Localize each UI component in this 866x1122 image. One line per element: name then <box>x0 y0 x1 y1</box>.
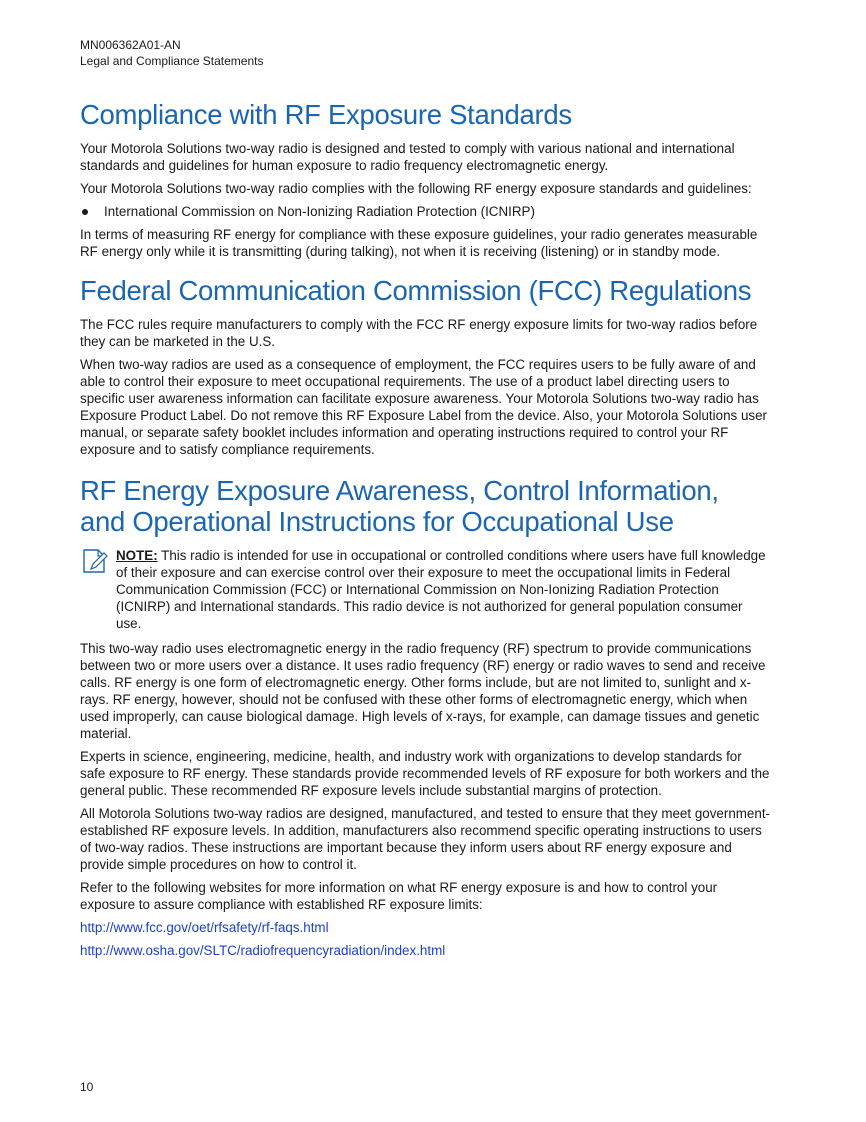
paragraph: Your Motorola Solutions two-way radio complies with the following RF energy exposure standards and guidelines: <box>80 181 752 196</box>
running-header <box>80 37 263 69</box>
document-section: Legal and Compliance Statements <box>80 54 264 68</box>
paragraph: The FCC rules require manufacturers to comply with the FCC RF energy exposure limits for two-way radios before they can be marketed in the U.S. <box>80 317 758 349</box>
paragraph: Refer to the following websites for more information on what RF energy exposure is and how to control your exposure to assure compliance with established RF exposure limits: <box>80 880 718 912</box>
note-body: This radio is intended for use in occupational or controlled conditions where users have full knowledge of their exposure and can exercise control over their exposure to meet the occupational limits in Federal Communication Commission (FCC) or International Commission on Non-Ionizing Radiation Protection (ICNIRP) and International standards. This radio device is not authorized for general population consumer use. <box>116 548 766 631</box>
reference-links <box>80 919 770 959</box>
page-content <box>80 99 770 959</box>
section-title-rf-compliance: Compliance with RF Exposure Standards <box>80 99 572 130</box>
paragraph: In terms of measuring RF energy for compliance with these exposure guidelines, your radio generates measurable RF energy only while it is transmitting (during talking), not when it is receiving (listening) or in standby mode. <box>80 227 758 259</box>
link-osha-radiofrequency[interactable]: http://www.osha.gov/SLTC/radiofrequencyradiation/index.html <box>80 943 446 958</box>
list-item-text: International Commission on Non-Ionizing Radiation Protection (ICNIRP) <box>104 204 535 219</box>
section-title-fcc: Federal Communication Commission (FCC) Regulations <box>80 275 752 306</box>
list-item <box>80 203 770 220</box>
bullet-list <box>80 203 770 220</box>
page-number: 10 <box>80 1080 94 1094</box>
note-callout <box>80 547 770 632</box>
link-fcc-rfsafety[interactable]: http://www.fcc.gov/oet/rfsafety/rf-faqs.html <box>80 920 329 935</box>
paragraph: Experts in science, engineering, medicine, health, and industry work with organizations to develop standards for safe exposure to RF energy. These standards provide recommended levels of RF exposure for both workers and the general public. These recommended RF exposure levels include substantial margins of protection. <box>80 749 770 798</box>
paragraph: All Motorola Solutions two-way radios are designed, manufactured, and tested to ensure that they meet government-established RF exposure levels. In addition, manufacturers also recommend specific operating instructions to users of two-way radios. These instructions are important because they inform users about RF energy exposure and provide simple procedures on how to control it. <box>80 806 770 872</box>
note-pencil-icon <box>82 547 108 575</box>
note-label: NOTE: <box>116 548 158 563</box>
paragraph: This two-way radio uses electromagnetic energy in the radio frequency (RF) spectrum to provide communications between two or more users over a distance. It uses radio frequency (RF) energy or radio waves to send and receive calls. RF energy is one form of electromagnetic energy. Other forms include, but are not limited to, sunlight and x-rays. RF energy, however, should not be confused with these other forms of electromagnetic energy, which when used improperly, can cause biological damage. High levels of x-rays, for example, can damage tissues and genetic material. <box>80 641 766 741</box>
paragraph: When two-way radios are used as a consequence of employment, the FCC requires users to be fully aware of and able to control their exposure to meet occupational requirements. The use of a product label directing users to specific user awareness information can facilitate exposure awareness. Your Motorola Solutions two-way radio has Exposure Product Label. Do not remove this RF Exposure Label from the device. Also, your Motorola Solutions user manual, or separate safety booklet includes information and operating instructions required to control your RF exposure and to satisfy compliance requirements. <box>80 357 767 457</box>
bullet-dot-icon <box>82 209 88 215</box>
note-text <box>116 547 770 632</box>
section-title-awareness: RF Energy Exposure Awareness, Control Information, and Operational Instructions for Occupational Use <box>80 475 719 537</box>
paragraph: Your Motorola Solutions two-way radio is designed and tested to comply with various national and international standards and guidelines for human exposure to radio frequency electromagnetic energy. <box>80 141 735 173</box>
document-id: MN006362A01-AN <box>80 38 181 52</box>
